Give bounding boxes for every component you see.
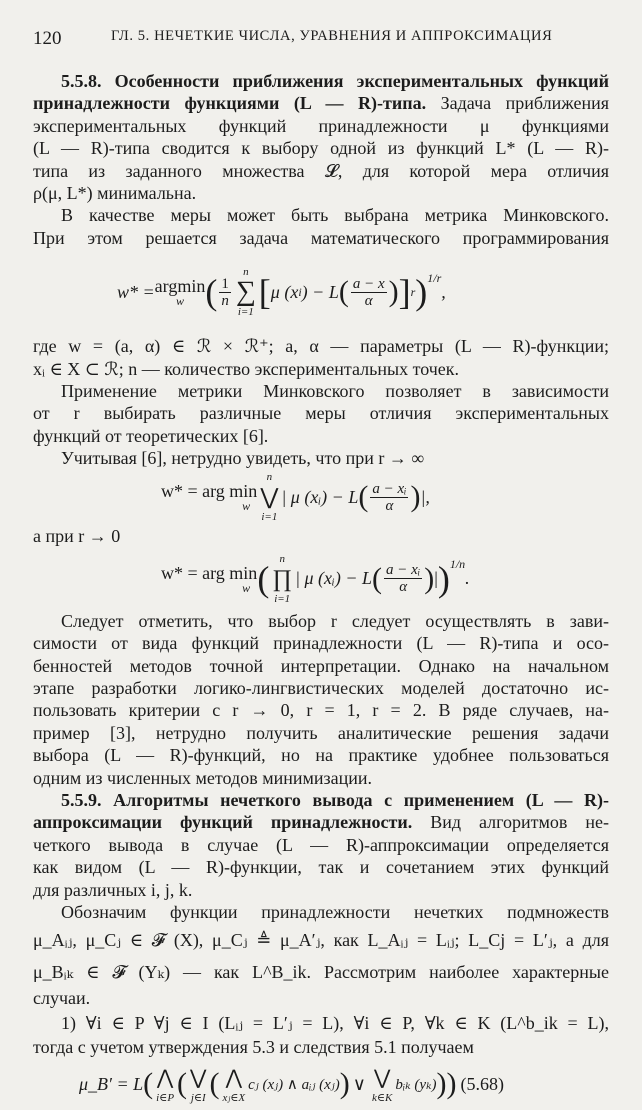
text-line: типа из заданного множества 𝓛, для которой мера отличия [33, 160, 609, 181]
text-line: четкого вывода в случае (L — R)-аппроксимации определяется [33, 834, 609, 855]
equation-number: (5.68) [460, 1073, 505, 1094]
paren-close: ] [398, 272, 411, 313]
paren-open: ( [358, 480, 369, 514]
sum-top: n [243, 266, 249, 279]
text-line: а при r → 0 [33, 526, 121, 547]
text-line: пользовать критерии с r → 0, r = 1, r = 2. В ряде случаев, на- [33, 700, 609, 721]
and-sign: ⋀ [225, 1067, 242, 1090]
section-heading-cont: принадлежности функциями (L — R)-типа. [33, 93, 427, 114]
text-fragment: Задача приближения [426, 93, 609, 114]
text-line: где w = (a, α) ∈ ℛ × ℛ⁺; a, α — параметры (L — R)-функции; [33, 336, 609, 357]
vee-top: n [266, 471, 273, 484]
page-body [33, 70, 609, 1110]
text-line: симости от вида функций принадлежности (L — R)-типа и осо- [33, 633, 609, 654]
fraction-a-x [384, 562, 422, 595]
or-bottom: k∈K [371, 1092, 393, 1105]
sum-operator [236, 266, 256, 318]
text-line: пример [3], нетрудно получить аналитические решения задачи [33, 722, 609, 743]
or-bottom: j∈I [190, 1092, 206, 1105]
text-line: для различных i, j, k. [33, 879, 193, 900]
argmin-operator [161, 482, 257, 512]
text-line: функций от теоретических [6]. [33, 425, 269, 446]
fraction-a-x [370, 481, 408, 514]
paren-open: ( [257, 558, 270, 599]
frac-num: a − xᵢ [372, 480, 407, 497]
argmin-label: argmin [154, 276, 206, 297]
eq-exponent: 1/r [427, 270, 442, 285]
section-5-5-8-heading: 5.5.8. Особенности приближения экспериментальных функций [61, 71, 609, 91]
paren-close: ) [424, 561, 435, 595]
frac-den: α [364, 292, 373, 309]
and-sign: ⋀ [156, 1067, 174, 1090]
eq-term: | μ (xᵢ) − L [295, 568, 373, 589]
text-line: Следует отметить, что выбор r следует осуществлять в зави- [61, 610, 609, 631]
running-title: ГЛ. 5. НЕЧЕТКИЕ ЧИСЛА, УРАВНЕНИЯ И АППРОКСИМАЦИЯ [111, 28, 553, 44]
equation-r-zero [33, 548, 609, 610]
frac-num: 1 [221, 275, 229, 292]
text-line [33, 92, 609, 114]
argmin-sub: w [242, 580, 251, 595]
text-line: случаи. [33, 988, 91, 1009]
text-line: Применение метрики Минковского позволяет в зависимости [61, 380, 609, 401]
abs-bar: | [434, 568, 438, 589]
paren-close: ) [410, 480, 421, 514]
text-line: Учитывая [6], нетрудно увидеть, что при r → ∞ [61, 448, 425, 469]
paren-open: ( [177, 1067, 188, 1101]
text-line: выбора (L — R)-функций, но на практике удобнее пользоваться [33, 745, 609, 766]
text-line: бенностей методов точной интерпретации. Однако на начальном [33, 655, 609, 676]
prod-top: n [279, 552, 285, 565]
text-line: этапе разработки логико-лингвистических моделей достаточно ис- [33, 678, 609, 699]
paren-open: [ [258, 272, 271, 313]
sum-bottom: i=1 [237, 306, 254, 319]
argmin-sub: w [242, 499, 251, 514]
vee-bottom: i=1 [261, 511, 278, 524]
page-number: 120 [33, 28, 62, 49]
eq-term: ) − L [301, 281, 339, 302]
argmin-operator [155, 277, 206, 307]
text-line: 1) ∀i ∈ P ∀j ∈ I (Lᵢⱼ = L′ⱼ = L), ∀i ∈ P, ∀k ∈ K (L^b_ik = L), [61, 1012, 609, 1033]
text-line [33, 811, 609, 833]
eq-tail: |, [420, 486, 430, 507]
and-bottom: xⱼ∈X [222, 1092, 246, 1105]
argmin-operator [161, 564, 257, 594]
paren-open: ( [372, 561, 383, 595]
prod-sign: ∏ [272, 565, 293, 592]
frac-num: a − x [352, 275, 385, 292]
text-line: μ_Bᵢₖ ∈ 𝓕 (Yₖ) — как L^B_ik. Рассмотрим наиболее характерные [33, 962, 609, 983]
text-line: одним из численных методов минимизации. [33, 767, 373, 788]
prod-bottom: i=1 [274, 592, 291, 605]
eq-term: bᵢₖ (yₖ) [395, 1076, 437, 1093]
text-line: от r выбирать различные меры отличия экспериментальных [33, 403, 609, 424]
eq-term: cⱼ (xⱼ) ∧ aᵢⱼ (xⱼ) [248, 1076, 340, 1093]
text-line: тогда с учетом утверждения 5.3 и следствия 5.1 получаем [33, 1036, 474, 1057]
or-sign: ⋁ [190, 1067, 207, 1090]
fraction-a-x [351, 276, 387, 309]
eq-exponent: r [410, 284, 416, 299]
text-line: как видом (L — R)-функции, так и сочетанием этих функций [33, 857, 609, 878]
equation-minkowski [33, 249, 609, 335]
prod-operator [272, 553, 292, 605]
text-line: В качестве меры может быть выбрана метрика Минковского. [61, 205, 609, 226]
paren-close: ) [415, 272, 428, 313]
and-bottom: i∈P [156, 1092, 175, 1105]
section-5-5-9-heading: 5.5.9. Алгоритмы нечеткого вывода с применением (L — R)- [61, 789, 609, 810]
text-line: Обозначим функции принадлежности нечетких подмножеств [61, 901, 609, 922]
eq-operator: ∨ [352, 1073, 366, 1094]
vee-sign: ⋁ [260, 484, 279, 510]
equation-r-infinity [33, 469, 609, 525]
or-operator [372, 1064, 392, 1104]
paren-close: ) [388, 275, 399, 309]
paren-open: ( [338, 275, 349, 309]
and-operator [222, 1064, 245, 1104]
eq-term: | μ (xᵢ) − L [281, 486, 359, 507]
section-heading-cont: аппроксимации функций принадлежности. [33, 812, 413, 833]
vee-operator [260, 471, 278, 523]
eq-tail: , [441, 281, 446, 302]
eq-lhs: w* = arg min [161, 562, 258, 583]
eq-term: μ (x [270, 281, 299, 302]
frac-num: a − xᵢ [386, 562, 421, 579]
paren-open: ( [205, 272, 218, 313]
frac-den: α [399, 579, 408, 596]
paren-close: ) [437, 558, 450, 599]
eq-lhs: w* = [117, 281, 155, 302]
text-line: ρ(μ, L*) минимальна. [33, 182, 197, 203]
text-line: При этом решается задача математического программирования [33, 227, 609, 248]
eq-lhs: w* = arg min [161, 481, 258, 502]
text-line: (L — R)-типа сводится к выбору одной из функций L* (L — R)- [33, 138, 609, 159]
text-line: xᵢ ∈ X ⊂ ℛ; n — количество экспериментальных точек. [33, 358, 460, 379]
frac-den: α [385, 497, 394, 514]
paren-open: ( [209, 1067, 220, 1101]
sum-sign: ∑ [235, 276, 256, 308]
eq-tail: . [465, 568, 470, 589]
paren-close: ) [339, 1067, 350, 1101]
text-fragment: Вид алгоритмов не- [412, 812, 609, 833]
and-operator [156, 1064, 174, 1104]
eq-exponent: 1/n [449, 557, 466, 572]
text-line: экспериментальных функций принадлежности μ функциями [33, 115, 609, 136]
equation-5-68 [33, 1058, 609, 1110]
page-header [33, 24, 607, 50]
eq-subscript: i [298, 284, 302, 299]
or-sign: ⋁ [373, 1067, 391, 1090]
paren-open: ( [143, 1067, 154, 1101]
eq-lhs: μ_B′ = L [79, 1073, 144, 1094]
fraction-1-n [219, 276, 231, 309]
or-operator [190, 1064, 206, 1104]
paren-close: )) [436, 1067, 457, 1101]
argmin-sub: w [175, 294, 184, 309]
text-line: μ_Aᵢⱼ, μ_Cⱼ ∈ 𝓕 (X), μ_Cⱼ ≜ μ_A′ⱼ, как L_Aᵢⱼ = Lᵢⱼ; L_Cj = L′ⱼ, а для [33, 930, 609, 951]
frac-den: n [221, 292, 229, 309]
